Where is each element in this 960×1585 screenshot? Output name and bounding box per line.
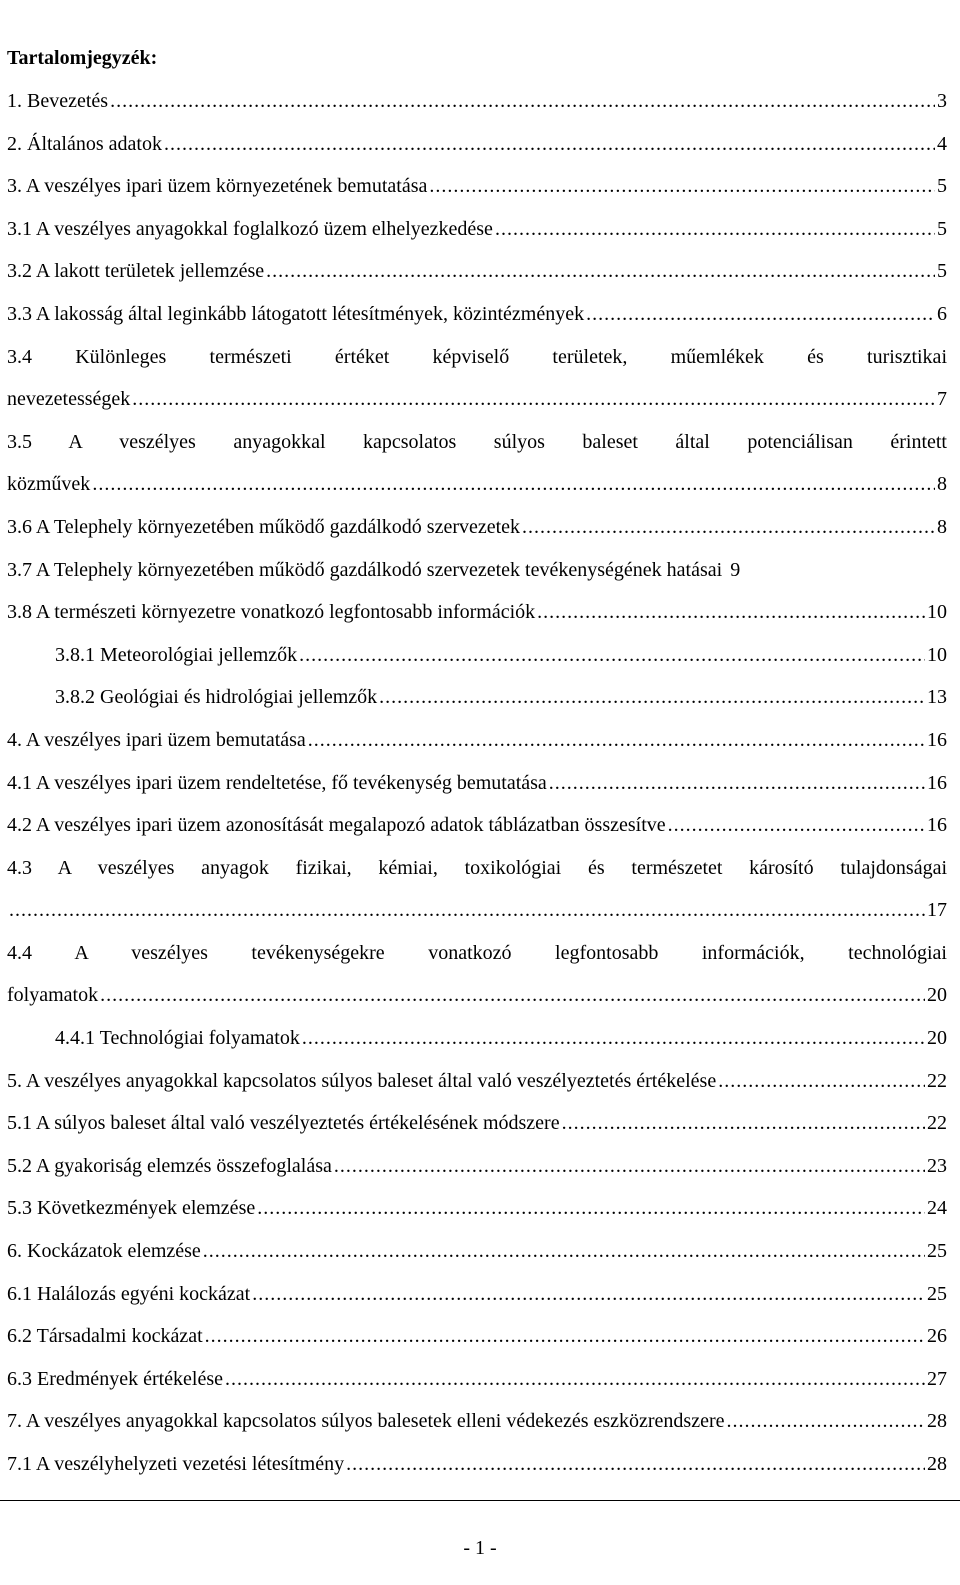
toc-entry-text: 4.4.1 Technológiai folyamatok — [55, 1027, 300, 1050]
toc-entry-text: 7. A veszélyes anyagokkal kapcsolatos súlyos balesetek elleni védekezés eszközrendszere — [7, 1410, 725, 1433]
toc-entry[interactable] — [7, 344, 947, 429]
toc-entry-text: 7.1 A veszélyhelyzeti vezetési létesítmény — [7, 1453, 345, 1475]
toc-entry-text: 4.1 A veszélyes ipari üzem rendeltetése, fő tevékenység bemutatása — [7, 771, 547, 794]
toc-entry-page: 8 — [937, 515, 947, 538]
toc-leader-dots — [203, 1238, 925, 1264]
toc-entry-page: 3 — [937, 90, 947, 112]
toc-entry-page: 7 — [937, 388, 947, 411]
toc-entry-page: 24 — [927, 1197, 947, 1220]
toc-leader-dots — [727, 1408, 925, 1434]
toc-entry[interactable] — [7, 642, 947, 685]
toc-entry-text-continued: nevezetességek — [7, 388, 131, 411]
toc-title: Tartalomjegyzék: — [7, 47, 158, 69]
toc-entry-text: 4.4 A veszélyes tevékenységekre vonatkozó legfontosabb információk, technológiai — [7, 941, 947, 964]
toc-entry-page: 5 — [937, 260, 947, 283]
toc-entry[interactable] — [7, 727, 947, 770]
page-number: - 1 - — [463, 1537, 497, 1559]
toc-entry-text-continued: közművek — [7, 473, 91, 496]
toc-entry-text: 3.8.2 Geológiai és hidrológiai jellemzők — [55, 686, 378, 709]
toc-entry-page: 28 — [927, 1453, 947, 1475]
toc-entry-page: 4 — [937, 132, 947, 155]
toc-entry[interactable] — [7, 855, 947, 940]
toc-leader-dots — [92, 471, 935, 497]
toc-entry-text: 3.2 A lakott területek jellemzése — [7, 260, 265, 283]
toc-entry-page: 6 — [937, 302, 947, 325]
table-of-contents — [7, 88, 947, 1494]
toc-entry[interactable] — [7, 1068, 947, 1111]
toc-entry[interactable] — [7, 1408, 947, 1451]
toc-entry[interactable] — [7, 173, 947, 216]
toc-entry[interactable] — [7, 216, 947, 259]
toc-entry-text: 5. A veszélyes anyagokkal kapcsolatos súlyos baleset által való veszélyeztetés értékelése — [7, 1069, 717, 1092]
toc-leader-dots — [225, 1366, 925, 1392]
toc-entry[interactable] — [7, 514, 947, 557]
toc-leader-dots — [346, 1451, 925, 1477]
toc-leader-dots — [110, 88, 935, 114]
toc-leader-dots — [495, 216, 935, 242]
toc-entry-page: 16 — [927, 771, 947, 794]
toc-entry[interactable] — [7, 1025, 947, 1068]
toc-entry-text: 4.2 A veszélyes ipari üzem azonosítását megalapozó adatok táblázatban összesítve — [7, 814, 666, 837]
toc-entry-page: 5 — [937, 217, 947, 240]
toc-leader-dots — [205, 1323, 925, 1349]
toc-leader-dots — [537, 599, 925, 625]
toc-leader-dots — [266, 258, 935, 284]
toc-entry-text: 4.3 A veszélyes anyagok fizikai, kémiai, toxikológiai és természetet károsító tulajdonságai — [7, 856, 947, 879]
toc-entry-page: 10 — [927, 601, 947, 624]
toc-entry-text: 5.2 A gyakoriság elemzés összefoglalása — [7, 1154, 332, 1177]
toc-entry-text: 1. Bevezetés — [7, 90, 109, 112]
toc-entry-text: 6. Kockázatok elemzése — [7, 1240, 201, 1263]
toc-entry[interactable] — [7, 812, 947, 855]
toc-leader-dots — [562, 1110, 925, 1136]
toc-leader-dots — [302, 1025, 925, 1051]
toc-entry[interactable] — [7, 557, 947, 600]
toc-leader-dots — [379, 684, 925, 710]
toc-entry-page: 9 — [730, 558, 741, 581]
toc-entry[interactable] — [7, 1451, 947, 1494]
toc-entry[interactable] — [7, 599, 947, 642]
toc-entry[interactable] — [7, 1195, 947, 1238]
toc-entry[interactable] — [7, 429, 947, 514]
toc-leader-dots — [334, 1153, 925, 1179]
toc-entry-text: 3.5 A veszélyes anyagokkal kapcsolatos súlyos baleset által potenciálisan érintett — [7, 430, 947, 453]
toc-entry-text: 3.1 A veszélyes anyagokkal foglalkozó üzem elhelyezkedése — [7, 217, 493, 240]
toc-entry-text: 3.6 A Telephely környezetében működő gazdálkodó szervezetek — [7, 515, 521, 538]
toc-entry-page: 16 — [927, 814, 947, 837]
toc-entry-text: 2. Általános adatok — [7, 132, 162, 155]
toc-entry-page: 10 — [927, 643, 947, 666]
toc-entry-page: 25 — [927, 1240, 947, 1263]
toc-entry[interactable] — [7, 131, 947, 174]
toc-leader-dots — [299, 642, 925, 668]
toc-entry[interactable] — [7, 1281, 947, 1324]
toc-entry[interactable] — [7, 770, 947, 813]
toc-entry-page: 26 — [927, 1325, 947, 1348]
toc-entry-text: 3.3 A lakosság által leginkább látogatott létesítmények, közintézmények — [7, 302, 585, 325]
toc-entry-text: 3.8.1 Meteorológiai jellemzők — [55, 643, 298, 666]
toc-entry-page: 5 — [937, 175, 947, 198]
toc-entry-page: 27 — [927, 1367, 947, 1390]
toc-entry-text-continued: folyamatok — [7, 984, 99, 1007]
toc-leader-dots — [718, 1068, 925, 1094]
toc-entry-page: 23 — [927, 1154, 947, 1177]
toc-entry[interactable] — [7, 684, 947, 727]
toc-entry-text: 3. A veszélyes ipari üzem környezetének bemutatása — [7, 175, 428, 198]
toc-entry-text: 6.2 Társadalmi kockázat — [7, 1325, 203, 1348]
toc-entry-page: 17 — [927, 899, 947, 922]
toc-entry-page: 8 — [937, 473, 947, 496]
toc-leader-dots — [252, 1281, 925, 1307]
toc-entry[interactable] — [7, 301, 947, 344]
toc-entry[interactable] — [7, 1238, 947, 1281]
toc-leader-dots — [429, 173, 935, 199]
toc-entry-text: 5.1 A súlyos baleset által való veszélyeztetés értékelésének módszere — [7, 1112, 560, 1135]
toc-leader-dots — [257, 1195, 925, 1221]
toc-leader-dots — [308, 727, 925, 753]
toc-entry-text: 3.8 A természeti környezetre vonatkozó legfontosabb információk — [7, 601, 536, 624]
toc-leader-dots — [100, 982, 925, 1008]
toc-entry-page: 22 — [927, 1112, 947, 1135]
toc-entry[interactable] — [7, 258, 947, 301]
toc-entry[interactable] — [7, 1110, 947, 1153]
toc-entry-text: 6.3 Eredmények értékelése — [7, 1367, 224, 1390]
toc-entry[interactable] — [7, 1366, 947, 1409]
toc-entry-text: 4. A veszélyes ipari üzem bemutatása — [7, 728, 306, 751]
toc-entry-page: 16 — [927, 728, 947, 751]
toc-entry-text: 6.1 Halálozás egyéni kockázat — [7, 1282, 251, 1305]
toc-leader-dots — [9, 897, 925, 923]
toc-entry-page: 22 — [927, 1069, 947, 1092]
toc-entry-page: 13 — [927, 686, 947, 709]
toc-leader-dots — [586, 301, 935, 327]
toc-entry-page: 28 — [927, 1410, 947, 1433]
toc-entry[interactable] — [7, 1153, 947, 1196]
toc-entry-text: 3.4 Különleges természeti értéket képviselő területek, műemlékek és turisztikai — [7, 345, 947, 368]
toc-entry-page: 25 — [927, 1282, 947, 1305]
toc-entry[interactable] — [7, 88, 947, 131]
toc-leader-dots — [549, 770, 925, 796]
toc-entry[interactable] — [7, 940, 947, 1025]
toc-leader-dots — [164, 131, 935, 157]
toc-entry-text: 5.3 Következmények elemzése — [7, 1197, 256, 1220]
toc-entry[interactable] — [7, 1323, 947, 1366]
toc-entry-text: 3.7 A Telephely környezetében működő gazdálkodó szervezetek tevékenységének hatásai — [7, 558, 723, 581]
footer-divider — [0, 1500, 960, 1501]
toc-leader-dots — [132, 386, 935, 412]
toc-leader-dots — [522, 514, 935, 540]
toc-entry-page: 20 — [927, 984, 947, 1007]
toc-leader-dots — [668, 812, 925, 838]
toc-entry-page: 20 — [927, 1027, 947, 1050]
